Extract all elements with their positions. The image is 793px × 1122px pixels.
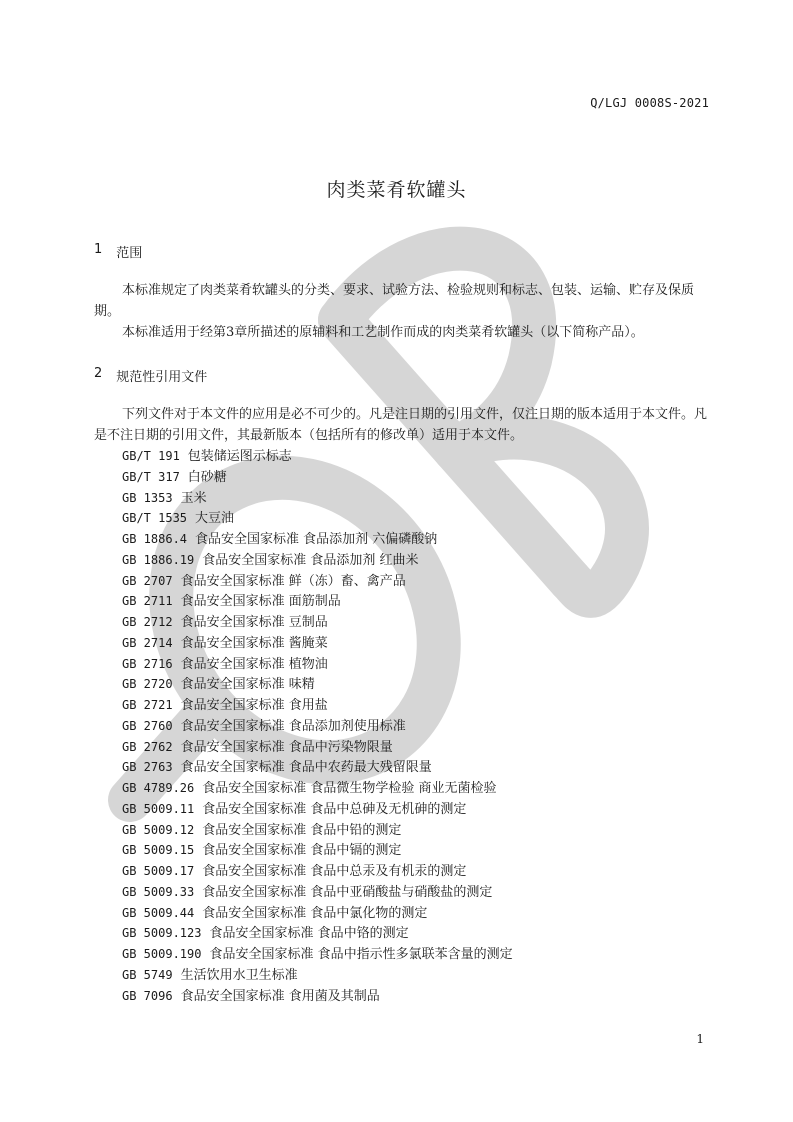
reference-code: GB 2721	[122, 698, 173, 712]
reference-item	[122, 633, 513, 654]
reference-code: GB 1886.4	[122, 532, 188, 546]
reference-code: GB 5749	[122, 967, 173, 982]
section-2-heading	[94, 366, 207, 385]
reference-title: 食品安全国家标准 豆制品	[180, 615, 328, 630]
reference-item	[122, 882, 513, 903]
reference-item	[122, 965, 513, 986]
reference-title: 食品安全国家标准 食品中总汞及有机汞的测定	[202, 864, 467, 879]
reference-item	[122, 529, 513, 550]
reference-code: GB/T 1535	[122, 511, 188, 526]
reference-title: 食品安全国家标准 食用菌及其制品	[180, 988, 380, 1004]
reference-item	[122, 695, 513, 716]
reference-title: 食品安全国家标准 食品中镉的测定	[202, 843, 402, 859]
reference-code: GB 5009.190	[122, 947, 202, 961]
section-1-heading	[94, 242, 142, 261]
reference-code: GB 2763	[122, 760, 173, 775]
reference-title: 食品安全国家标准 食品中铬的测定	[209, 926, 409, 942]
reference-code: GB 5009.17	[122, 864, 195, 878]
reference-title: 玉米	[180, 490, 207, 506]
reference-code: GB 2707	[122, 573, 173, 588]
reference-code: GB 2716	[122, 656, 173, 671]
reference-title: 大豆油	[195, 511, 235, 527]
reference-code: GB 5009.11	[122, 801, 195, 816]
reference-item	[122, 861, 513, 882]
reference-title: 生活饮用水卫生标准	[180, 967, 298, 983]
reference-title: 食品安全国家标准 鲜（冻）畜、禽产品	[180, 573, 406, 589]
reference-item	[122, 654, 513, 675]
section-1-paragraph: 本标准适用于经第3章所描述的原辅料和工艺制作而成的肉类菜肴软罐头（以下简称产品）。	[122, 325, 644, 340]
section-1-paragraph: 本标准规定了肉类菜肴软罐头的分类、要求、试验方法、检验规则和标志、包装、运输、贮存及保质期。	[94, 283, 695, 319]
reference-title: 食品安全国家标准 食品中氯化物的测定	[202, 905, 428, 921]
reference-title: 食品安全国家标准 食品中亚硝酸盐与硝酸盐的测定	[202, 884, 493, 900]
section-title: 规范性引用文件	[116, 370, 208, 385]
reference-item	[122, 716, 513, 737]
section-title: 范围	[116, 246, 143, 261]
reference-item	[122, 820, 513, 841]
reference-code: GB 7096	[122, 988, 173, 1003]
page-number: 1	[696, 1032, 704, 1046]
reference-code: GB 5009.15	[122, 843, 195, 858]
section-number: 1	[94, 242, 103, 257]
reference-item	[122, 488, 513, 509]
reference-title: 食品安全国家标准 食品添加剂使用标准	[180, 718, 406, 734]
reference-title: 食品安全国家标准 植物油	[180, 656, 328, 672]
reference-code: GB/T 191	[122, 449, 180, 463]
reference-item	[122, 591, 513, 612]
reference-code: GB 5009.44	[122, 905, 195, 920]
reference-title: 食品安全国家标准 食品添加剂 六偏磷酸钠	[195, 532, 438, 547]
reference-title: 食品安全国家标准 食品中污染物限量	[180, 739, 393, 755]
reference-code: GB 5009.12	[122, 822, 195, 837]
reference-title: 食品安全国家标准 食品中指示性多氯联苯含量的测定	[209, 947, 513, 962]
reference-item	[122, 757, 513, 778]
reference-title: 食品安全国家标准 食品中铅的测定	[202, 822, 402, 838]
reference-code: GB 5009.33	[122, 884, 195, 899]
reference-list	[122, 446, 513, 1006]
reference-code: GB 2714	[122, 635, 173, 650]
reference-title: 食品安全国家标准 食品添加剂 红曲米	[202, 552, 419, 568]
standard-code: Q/LGJ 0008S-2021	[590, 96, 709, 110]
reference-code: GB 4789.26	[122, 781, 195, 795]
section-2-paragraph: 下列文件对于本文件的应用是必不可少的。凡是注日期的引用文件，仅注日期的版本适用于本文件。凡是不注日期的引用文件，其最新版本（包括所有的修改单）适用于本文件。	[94, 407, 708, 443]
reference-code: GB/T 317	[122, 469, 180, 484]
reference-code: GB 2762	[122, 739, 173, 754]
reference-code: GB 2712	[122, 615, 173, 629]
reference-item	[122, 571, 513, 592]
reference-item	[122, 944, 513, 965]
reference-item	[122, 799, 513, 820]
reference-title: 包装储运图示标志	[187, 449, 292, 464]
reference-code: GB 1353	[122, 490, 173, 505]
reference-code: GB 2720	[122, 677, 173, 692]
reference-title: 食品安全国家标准 食品中农药最大残留限量	[180, 760, 432, 776]
reference-item	[122, 986, 513, 1007]
reference-item	[122, 903, 513, 924]
reference-item	[122, 674, 513, 695]
reference-title: 食品安全国家标准 面筋制品	[180, 594, 341, 610]
reference-code: GB 1886.19	[122, 552, 195, 567]
reference-code: GB 5009.123	[122, 926, 202, 941]
reference-code: GB 2711	[122, 594, 173, 609]
reference-title: 食品安全国家标准 食品中总砷及无机砷的测定	[202, 801, 467, 817]
reference-code: GB 2760	[122, 718, 173, 733]
reference-title: 食品安全国家标准 味精	[180, 677, 315, 693]
document-title: 肉类菜肴软罐头	[326, 179, 467, 201]
reference-title: 食品安全国家标准 食品微生物学检验 商业无菌检验	[202, 781, 497, 796]
section-number: 2	[94, 366, 103, 381]
reference-item	[122, 467, 513, 488]
reference-item	[122, 550, 513, 571]
reference-item	[122, 840, 513, 861]
reference-item	[122, 446, 513, 467]
reference-title: 食品安全国家标准 食用盐	[180, 698, 328, 713]
reference-title: 食品安全国家标准 酱腌菜	[180, 635, 328, 651]
reference-item	[122, 612, 513, 633]
reference-title: 白砂糖	[187, 469, 227, 485]
reference-item	[122, 923, 513, 944]
reference-item	[122, 778, 513, 799]
reference-item	[122, 508, 513, 529]
reference-item	[122, 737, 513, 758]
